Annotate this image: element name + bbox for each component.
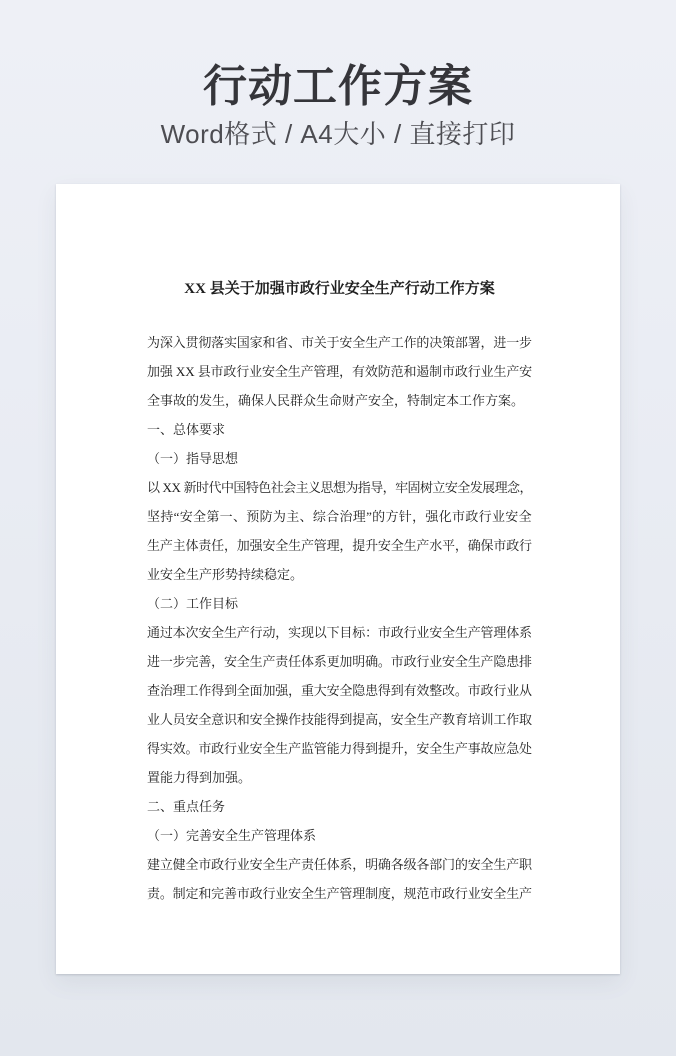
preview-header [0,0,676,148]
document-line: 一、总体要求 [147,422,226,438]
document-line: 查 治 理 工 作 得 到 全 面 加 强 ， 重 大 安 全 隐 患 得 到 有 效 整 改 。 市 政 行 业 从 [147,683,533,699]
document-body [147,328,532,908]
document-line: （一）完善安全生产管理体系 [147,828,317,844]
document-line: 业 人 员 安 全 意 识 和 安 全 操 作 技 能 得 到 提 高 ， 安 全 生 产 教 育 培 训 工 作 取 [147,712,533,728]
document-line: 二、重点任务 [147,799,226,815]
document-line: 为 深 入 贯 彻 落 实 国 家 和 省 、 市 关 于 安 全 生 产 工 作 的 决 策 部 署 ， 进 一 步 [147,335,533,351]
document-line: 通 过 本 次 安 全 生 产 行 动 ， 实 现 以 下 目 标 ： 市 政 行 业 安 全 生 产 管 理 体 系 [147,625,533,641]
document-line: 坚 持 “ 安 全 第 一 、 预 防 为 主 、 综 合 治 理 ” 的 方 针 ， 强 化 市 政 行 业 安 全 [147,509,532,525]
document-line: 业安全生产形势持续稳定。 [147,567,304,583]
document-line: 进 一 步 完 善 ， 安 全 生 产 责 任 体 系 更 加 明 确 。 市 政 行 业 安 全 生 产 隐 患 排 [147,654,533,670]
document-line: （一）指导思想 [147,451,239,467]
page-title: 行动工作方案 [203,62,473,111]
document-line: 加 强 X X 县 市 政 行 业 安 全 生 产 管 理 ， 有 效 防 范 和 遏 制 市 政 行 业 生 产 安 [147,364,533,380]
document-page [56,184,620,974]
document-line: （二）工作目标 [147,596,239,612]
document-line: 置能力得到加强。 [147,770,252,786]
document-line: 责 。 制 定 和 完 善 市 政 行 业 安 全 生 产 管 理 制 度 ， 规 范 市 政 行 业 安 全 生 产 [147,886,533,902]
page-subtitle: Word格式 / A4大小 / 直接打印 [160,119,516,150]
document-line: 以 X X 新 时 代 中 国 特 色 社 会 主 义 思 想 为 指 导 ， 牢 固 树 立 安 全 发 展 理 念 ， [147,480,533,496]
document-line: 建 立 健 全 市 政 行 业 安 全 生 产 责 任 体 系 ， 明 确 各 级 各 部 门 的 安 全 生 产 职 [147,857,533,873]
document-title: XX 县关于加强市政行业安全生产行动工作方案 [184,281,495,298]
document-line: 得 实 效 。 市 政 行 业 安 全 生 产 监 管 能 力 得 到 提 升 ， 安 全 生 产 事 故 应 急 处 [147,741,533,757]
document-line: 全事故的发生，确保人民群众生命财产安全，特制定本工作方案。 [147,393,525,409]
document-line: 生 产 主 体 责 任 ， 加 强 安 全 生 产 管 理 ， 提 升 安 全 生 产 水 平 ， 确 保 市 政 行 [147,538,533,554]
